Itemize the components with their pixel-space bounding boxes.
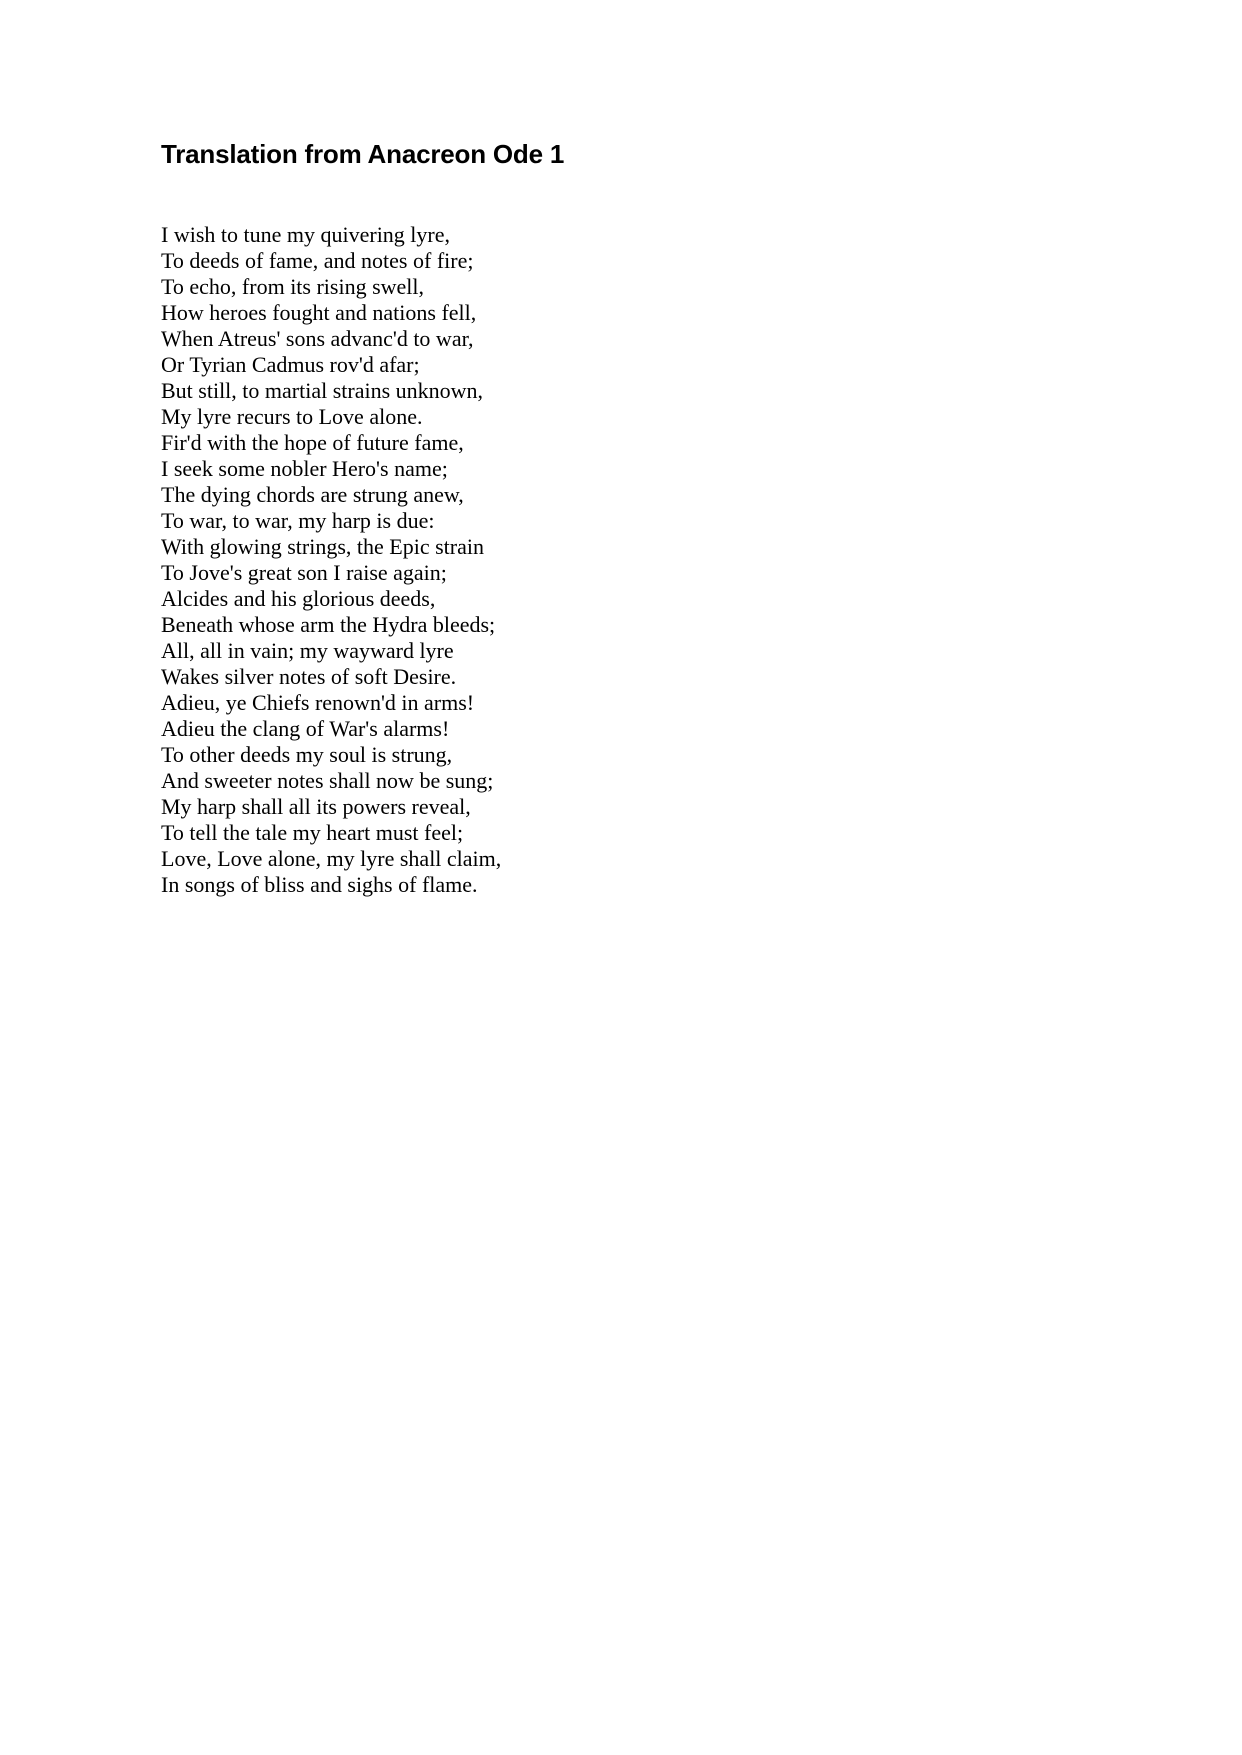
poem-line: Beneath whose arm the Hydra bleeds; — [161, 612, 496, 637]
poem-line: To war, to war, my harp is due: — [161, 508, 435, 533]
poem-line: To other deeds my soul is strung, — [161, 742, 453, 767]
poem-line: But still, to martial strains unknown, — [161, 378, 484, 403]
poem-line: To tell the tale my heart must feel; — [161, 820, 464, 845]
poem-line: Adieu, ye Chiefs renown'd in arms! — [161, 690, 475, 715]
poem-line: Wakes silver notes of soft Desire. — [161, 664, 457, 689]
poem-line: And sweeter notes shall now be sung; — [161, 768, 494, 793]
poem-line: Fir'd with the hope of future fame, — [161, 430, 464, 455]
poem-line: Love, Love alone, my lyre shall claim, — [161, 846, 502, 871]
poem-body — [161, 222, 501, 898]
poem-line: Adieu the clang of War's alarms! — [161, 716, 450, 741]
poem-line: To echo, from its rising swell, — [161, 274, 425, 299]
poem-line: I seek some nobler Hero's name; — [161, 456, 448, 481]
poem-line: How heroes fought and nations fell, — [161, 300, 477, 325]
poem-line: With glowing strings, the Epic strain — [161, 534, 484, 559]
poem-line: When Atreus' sons advanc'd to war, — [161, 326, 474, 351]
poem-line: To Jove's great son I raise again; — [161, 560, 447, 585]
poem-line: I wish to tune my quivering lyre, — [161, 222, 451, 247]
poem-line: Or Tyrian Cadmus rov'd afar; — [161, 352, 420, 377]
poem-line: To deeds of fame, and notes of fire; — [161, 248, 474, 273]
poem-line: My lyre recurs to Love alone. — [161, 404, 423, 429]
poem-line: My harp shall all its powers reveal, — [161, 794, 471, 819]
poem-title: Translation from Anacreon Ode 1 — [161, 139, 565, 169]
poem-line: All, all in vain; my wayward lyre — [161, 638, 454, 663]
poem-line: The dying chords are strung anew, — [161, 482, 464, 507]
poem-line: In songs of bliss and sighs of flame. — [161, 872, 478, 897]
poem-line: Alcides and his glorious deeds, — [161, 586, 436, 611]
